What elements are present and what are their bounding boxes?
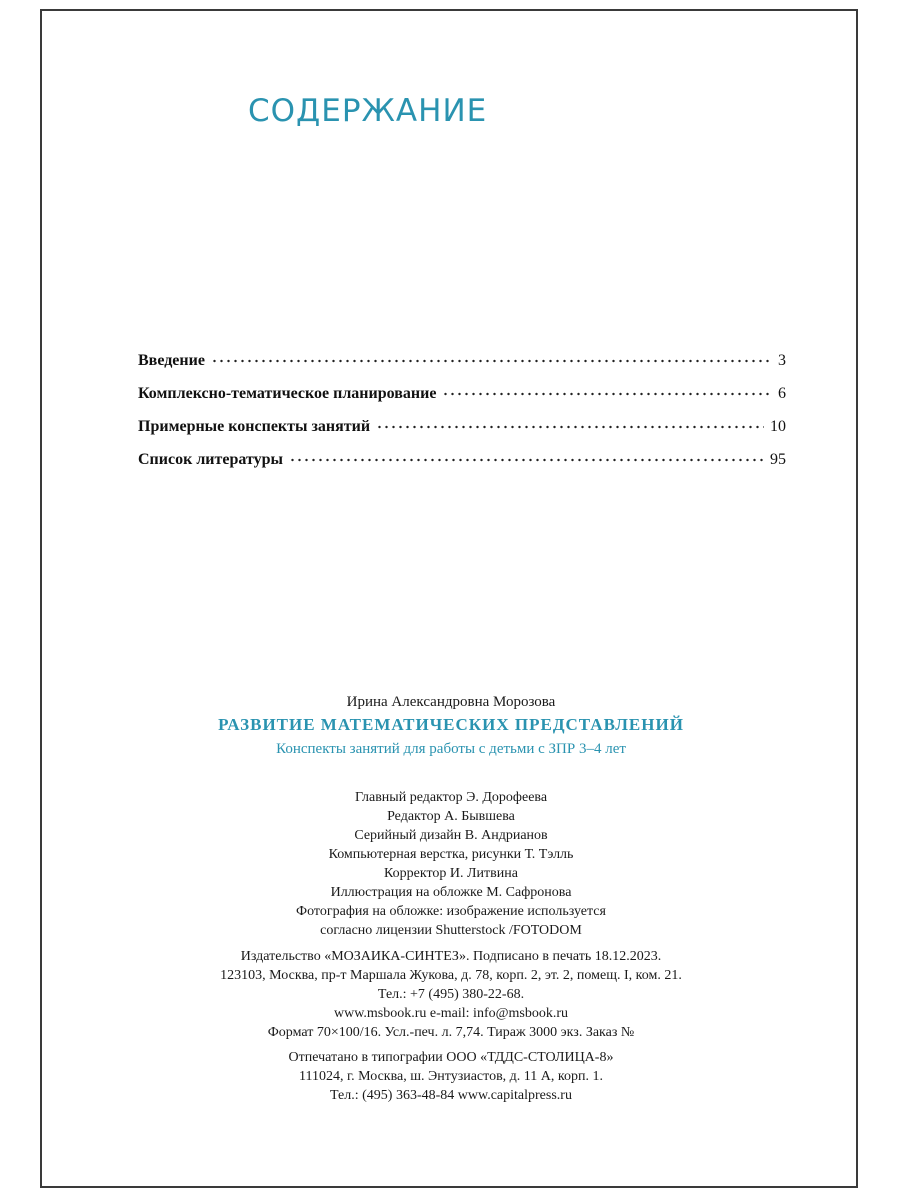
toc-entry-page: 95 [770, 451, 786, 468]
credits-block [42, 788, 860, 940]
book-subtitle: Конспекты занятий для работы с детьми с ЗПР 3–4 лет [276, 741, 626, 757]
credit-line: Фотография на обложке: изображение используется [296, 904, 606, 919]
publisher-line: Тел.: +7 (495) 380-22-68. [377, 987, 525, 1002]
toc-entry-label: Комплексно-тематическое планирование [138, 385, 437, 402]
book-page [40, 9, 858, 1188]
printer-line: Отпечатано в типографии ООО «ТДДС-СТОЛИЦА-8» [288, 1050, 614, 1065]
publisher-line: Формат 70×100/16. Усл.-печ. л. 7,74. Тираж 3000 экз. Заказ № [267, 1025, 635, 1040]
credit-line: согласно лицензии Shutterstock /FOTODOM [320, 923, 582, 938]
toc-entry-label: Список литературы [138, 451, 283, 468]
dot-leader [289, 446, 764, 462]
toc-entry-label: Примерные конспекты занятий [138, 418, 371, 435]
toc-entry [138, 349, 786, 382]
credit-line: Серийный дизайн В. Андрианов [354, 828, 548, 843]
toc-entry-page: 6 [778, 385, 786, 402]
credit-line: Редактор А. Бывшева [387, 809, 515, 824]
table-of-contents [138, 349, 786, 481]
credit-line: Главный редактор Э. Дорофеева [354, 790, 548, 805]
printer-block [42, 1048, 860, 1105]
toc-entry-page: 3 [778, 352, 786, 369]
credit-line: Компьютерная верстка, рисунки Т. Тэлль [328, 847, 574, 862]
toc-entry [138, 382, 786, 415]
publisher-line: 123103, Москва, пр-т Маршала Жукова, д. 78, корп. 2, эт. 2, помещ. I, ком. 21. [220, 968, 682, 983]
toc-entry [138, 448, 786, 481]
credit-line: Иллюстрация на обложке М. Сафронова [330, 885, 572, 900]
toc-entry [138, 415, 786, 448]
publisher-line: Издательство «МОЗАИКА-СИНТЕЗ». Подписано в печать 18.12.2023. [240, 949, 662, 964]
toc-heading: СОДЕРЖАНИЕ [248, 93, 488, 129]
publisher-line: www.msbook.ru e-mail: info@msbook.ru [333, 1006, 568, 1021]
dot-leader [376, 413, 764, 429]
toc-entry-label: Введение [138, 352, 205, 369]
toc-entry-page: 10 [770, 418, 786, 435]
book-title: РАЗВИТИЕ МАТЕМАТИЧЕСКИХ ПРЕДСТАВЛЕНИЙ [218, 715, 684, 734]
dot-leader [211, 347, 772, 363]
credit-line: Корректор И. Литвина [384, 866, 518, 881]
author-name: Ирина Александровна Морозова [346, 694, 556, 710]
dot-leader [442, 380, 772, 396]
printer-line: Тел.: (495) 363-48-84 www.capitalpress.ru [330, 1088, 572, 1103]
publisher-block [42, 947, 860, 1042]
printer-line: 111024, г. Москва, ш. Энтузиастов, д. 11 А, корп. 1. [299, 1069, 603, 1084]
